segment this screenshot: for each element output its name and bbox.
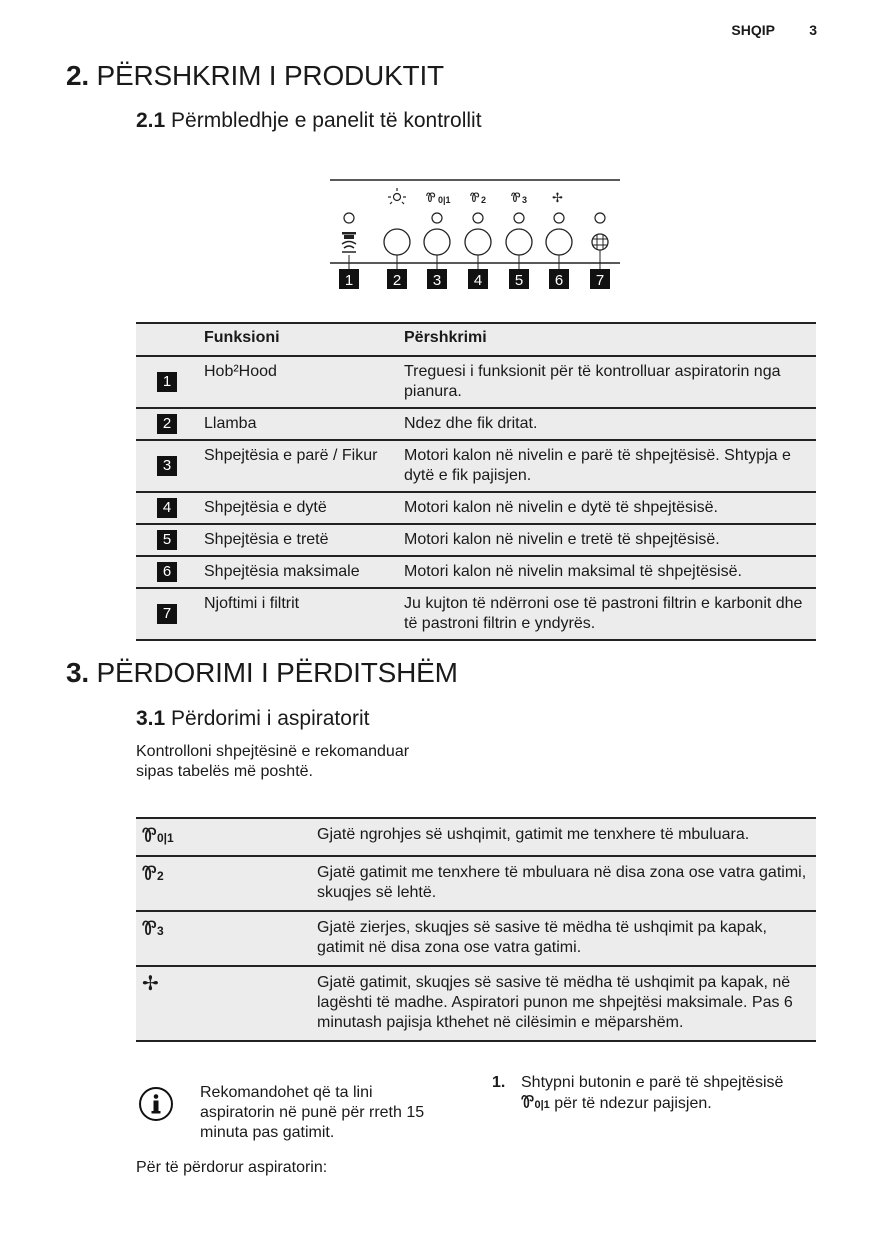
speed-icon-cell (136, 856, 311, 911)
table-row (136, 818, 816, 856)
speed-text: Gjatë ngrohjes së ushqimit, gatimit me tenxhere të mbuluara. (311, 818, 816, 856)
fan-speed-2-icon: Ꮘ (470, 191, 480, 206)
table-row (136, 588, 816, 640)
row-number: 1 (157, 372, 177, 392)
table-row (136, 440, 816, 492)
speed-icon-cell (136, 966, 311, 1041)
info-note: Rekomandohet që ta lini aspiratorin në punë për rreth 15 minuta pas gatimit. (200, 1084, 425, 1141)
fan-speed-3-button[interactable] (506, 191, 532, 271)
panel-label-7: 7 (595, 272, 605, 289)
fan-speed-3-icon: Ꮘ (511, 191, 521, 206)
function-table-header (136, 323, 816, 356)
section-2-number: 2. (66, 60, 89, 91)
step-1-text (521, 1073, 821, 1115)
speed-icon-label: 3 (156, 924, 164, 938)
subsection-3-1-title: Përdorimi i aspiratorit (171, 707, 370, 730)
subsection-3-1-number: 3.1 (136, 707, 166, 730)
section-2-title: PËRSHKRIM I PRODUKTIT (96, 60, 444, 91)
filter-grid-icon (592, 234, 608, 250)
row-description: Ndez dhe fik dritat. (398, 408, 816, 440)
row-function: Njoftimi i filtrit (198, 588, 398, 640)
panel-label-5: 5 (514, 272, 524, 289)
section-3-number: 3. (66, 657, 89, 688)
row-number: 4 (157, 498, 177, 518)
intro-line-1: Kontrolloni shpejtësinë e rekomanduar (136, 743, 410, 760)
control-panel-svg (320, 175, 630, 295)
svg-text:2: 2 (481, 195, 487, 205)
row-description: Motori kalon në nivelin e tretë të shpejtësisë. (398, 524, 816, 556)
fan-speed-2-button[interactable] (465, 191, 491, 271)
hob2hood-icon (342, 232, 356, 252)
lamp-icon (388, 188, 406, 204)
panel-label-3: 3 (432, 272, 442, 289)
header-description: Përshkrimi (398, 323, 816, 356)
panel-label-1: 1 (344, 272, 354, 289)
header-empty (136, 323, 198, 356)
speed-text: Gjatë zierjes, skuqjes së sasive të mëdha të ushqimit pa kapak, gatimit në disa zona ose vatra gatimi. (311, 911, 816, 966)
row-number: 7 (157, 604, 177, 624)
fan-max-icon: ✢ (552, 191, 563, 206)
row-description: Treguesi i funksionit për të kontrolluar aspiratorin nga pianura. (398, 356, 816, 408)
step-1-number: 1. (492, 1074, 506, 1091)
panel-label-4: 4 (473, 272, 483, 289)
row-function: Shpejtësia e tretë (198, 524, 398, 556)
panel-label-2: 2 (392, 272, 402, 289)
speed-icon-cell (136, 818, 311, 856)
step-1-text-a: Shtypni butonin e parë të shpejtësisë (521, 1074, 784, 1091)
table-row (136, 356, 816, 408)
row-description: Motori kalon në nivelin e parë të shpejtësisë. Shtypja e dytë e fik pajisjen. (398, 440, 816, 492)
fan-max-icon: ✢ (142, 971, 159, 995)
table-row (136, 966, 816, 1041)
intro-line-2: sipas tabelës më poshtë. (136, 763, 313, 780)
row-number: 2 (157, 414, 177, 434)
fan-speed-1-icon: Ꮘ (142, 823, 157, 847)
table-row (136, 911, 816, 966)
use-label: Për të përdorur aspiratorin: (136, 1159, 328, 1176)
header-language: SHQIP (731, 22, 775, 38)
table-row (136, 524, 816, 556)
fan-speed-2-icon: Ꮘ (142, 861, 157, 885)
row-function: Llamba (198, 408, 398, 440)
speed-usage-table (136, 817, 816, 1042)
fan-speed-3-icon: Ꮘ (142, 916, 157, 940)
row-description: Motori kalon në nivelin e dytë të shpejtësisë. (398, 492, 816, 524)
svg-text:3: 3 (522, 195, 528, 205)
header-function: Funksioni (198, 323, 398, 356)
table-row (136, 492, 816, 524)
subsection-2-1-heading (136, 109, 482, 133)
control-panel-diagram (320, 175, 630, 295)
intro-text (136, 742, 409, 782)
row-function: Shpejtësia e parë / Fikur (198, 440, 398, 492)
subsection-2-1-number: 2.1 (136, 109, 166, 132)
subsection-3-1-heading (136, 707, 369, 731)
fan-max-button[interactable] (546, 191, 572, 271)
row-function: Shpejtësia maksimale (198, 556, 398, 588)
row-function: Hob²Hood (198, 356, 398, 408)
speed-icon-cell (136, 911, 311, 966)
table-row (136, 556, 816, 588)
fan-speed-1-icon: Ꮘ (426, 191, 436, 206)
subsection-2-1-title: Përmbledhje e panelit të kontrollit (171, 109, 482, 132)
row-function: Shpejtësia e dytë (198, 492, 398, 524)
speed-text: Gjatë gatimit, skuqjes së sasive të mëdha të ushqimit pa kapak, në lagështi të madhe. Aspiratori punon me shpejtësi maksimale. Pas 6 minutash pajisja kthehet në cilësimin e mëparshëm. (311, 966, 816, 1041)
info-icon (138, 1086, 174, 1122)
speed-text: Gjatë gatimit me tenxhere të mbuluara në disa zona ose vatra gatimi, skuqjes së lehtë. (311, 856, 816, 911)
lamp-button[interactable] (384, 188, 410, 271)
fan-speed-1-icon: Ꮘ (521, 1092, 535, 1113)
row-description: Motori kalon në nivelin maksimal të shpejtësisë. (398, 556, 816, 588)
panel-label-6: 6 (554, 272, 564, 289)
function-table (136, 322, 816, 641)
table-row (136, 856, 816, 911)
row-number: 3 (157, 456, 177, 476)
fan-speed-1-button[interactable] (424, 191, 451, 271)
table-row (136, 408, 816, 440)
speed-icon-label: 2 (156, 869, 164, 883)
svg-text:0|1: 0|1 (438, 195, 451, 205)
row-number: 5 (157, 530, 177, 550)
row-number: 6 (157, 562, 177, 582)
section-2-heading (66, 60, 444, 92)
section-3-title: PËRDORIMI I PËRDITSHËM (96, 657, 458, 688)
panel-number-labels (339, 269, 610, 289)
row-description: Ju kujton të ndërroni ose të pastroni filtrin e karbonit dhe të pastroni filtrin e yndyrës. (398, 588, 816, 640)
section-3-heading (66, 657, 458, 689)
speed-icon-label: 0|1 (156, 831, 174, 845)
page-number: 3 (809, 22, 817, 38)
step-1-icon-label: 0|1 (534, 1099, 550, 1111)
step-1-text-b: për të ndezur pajisjen. (554, 1095, 712, 1112)
